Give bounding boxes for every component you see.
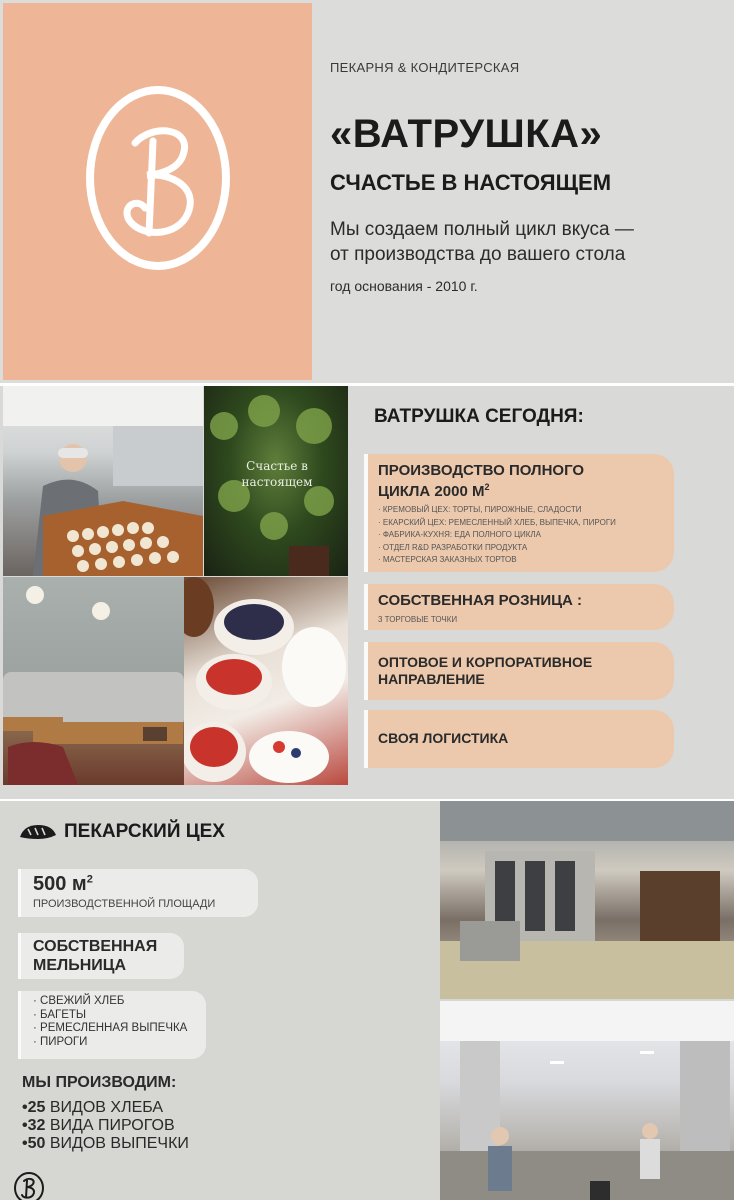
list-item: · РЕМЕСЛЕННАЯ ВЫПЕЧКА [33,1022,188,1034]
list-item: · БАГЕТЫ [33,1008,87,1021]
mill-box [18,933,184,979]
mill-title [33,937,172,975]
cafe-interior-photo [3,577,184,785]
description-line: от производства до вашего стола [330,244,626,265]
retail-card [364,584,674,630]
produce-label: ВИДОВ ВЫПЕЧКИ [45,1135,189,1152]
description [330,217,710,267]
section-title: ПЕКАРСКИЙ ЦЕХ [64,821,225,842]
card-title [378,654,664,688]
area-caption: ПРОИЗВОДСТВЕННОЙ ПЛОЩАДИ [33,898,216,910]
desserts-photo [184,577,348,785]
vatrushka-logo-icon [83,83,233,273]
green-wall-photo [204,386,348,576]
production-card [364,454,674,572]
card-note: 3 ТОРГОВЫЕ ТОЧКИ [378,615,458,624]
bread-icon [18,823,58,841]
bakery-ovens-photo [440,801,734,999]
list-item: · МАСТЕРСКАЯ ЗАКАЗНЫХ ТОРТОВ [378,555,517,564]
section-title: ВАТРУШКА СЕГОДНЯ: [374,406,584,427]
logo-panel [3,3,312,380]
brand-title: «ВАТРУШКА» [330,112,603,156]
area-number: 500 м [33,873,87,895]
slide-today [0,386,734,799]
list-item: · СВЕЖИЙ ХЛЕБ [33,995,125,1007]
business-type: ПЕКАРНЯ & КОНДИТЕРСКАЯ [330,60,520,75]
wholesale-card [364,642,674,700]
card-title [378,462,664,500]
superscript: 2 [86,873,93,886]
bakery-workers-photo [3,386,203,576]
vatrushka-small-logo-icon [12,1171,46,1200]
card-title: СОБСТВЕННАЯ РОЗНИЦА : [378,592,583,609]
production-hall-photo [440,1001,734,1200]
produce-title: МЫ ПРОИЗВОДИМ: [22,1074,177,1091]
card-title: СВОЯ ЛОГИСТИКА [378,730,509,746]
produce-count: •25 [22,1099,46,1116]
mill-title-line: СОБСТВЕННАЯ [33,938,158,955]
produce-label: ВИДОВ ХЛЕБА [45,1099,164,1116]
produce-label: ВИДА ПИРОГОВ [45,1117,175,1134]
products-box [18,991,206,1059]
section-header [18,821,225,843]
list-item: · КРЕМОВЫЙ ЦЕХ: ТОРТЫ, ПИРОЖНЫЕ, СЛАДОСТИ [378,505,582,514]
production-list [378,504,664,567]
list-item: · ФАБРИКА-КУХНЯ: ЕДА ПОЛНОГО ЦИКЛА [378,530,541,539]
card-title-line: НАПРАВЛЕНИЕ [378,671,485,687]
superscript: 2 [484,482,490,492]
list-item: · ЕКАРСКИЙ ЦЕХ: РЕМЕСЛЕННЫЙ ХЛЕБ, ВЫПЕЧКА, ПИРОГИ [378,517,616,527]
produce-item [22,1135,189,1153]
products-list [33,995,194,1049]
produce-item [22,1117,175,1135]
list-item: · ПИРОГИ [33,1035,88,1048]
slide-intro [0,0,734,383]
mill-title-line: МЕЛЬНИЦА [33,957,127,974]
neon-sign: Счастье в настоящем [241,459,313,489]
description-line: Мы создаем полный цикл вкуса — [330,219,634,240]
slide-bakery-shop [0,801,734,1200]
list-item: · ОТДЕЛ R&D РАЗРАБОТКИ ПРОДУКТА [378,542,528,552]
area-box [18,869,258,917]
card-title-line: ОПТОВОЕ И КОРПОРАТИВНОЕ [378,654,593,670]
slogan: СЧАСТЬЕ В НАСТОЯЩЕМ [330,170,612,195]
card-title-line: ПРОИЗВОДСТВО ПОЛНОГО [378,462,585,479]
produce-count: •32 [22,1117,46,1134]
area-value [33,873,246,896]
logistics-card [364,710,674,768]
produce-item [22,1099,163,1117]
card-title-line: ЦИКЛА 2000 М [378,483,485,500]
produce-count: •50 [22,1135,46,1152]
founded-year: год основания - 2010 г. [330,278,478,294]
